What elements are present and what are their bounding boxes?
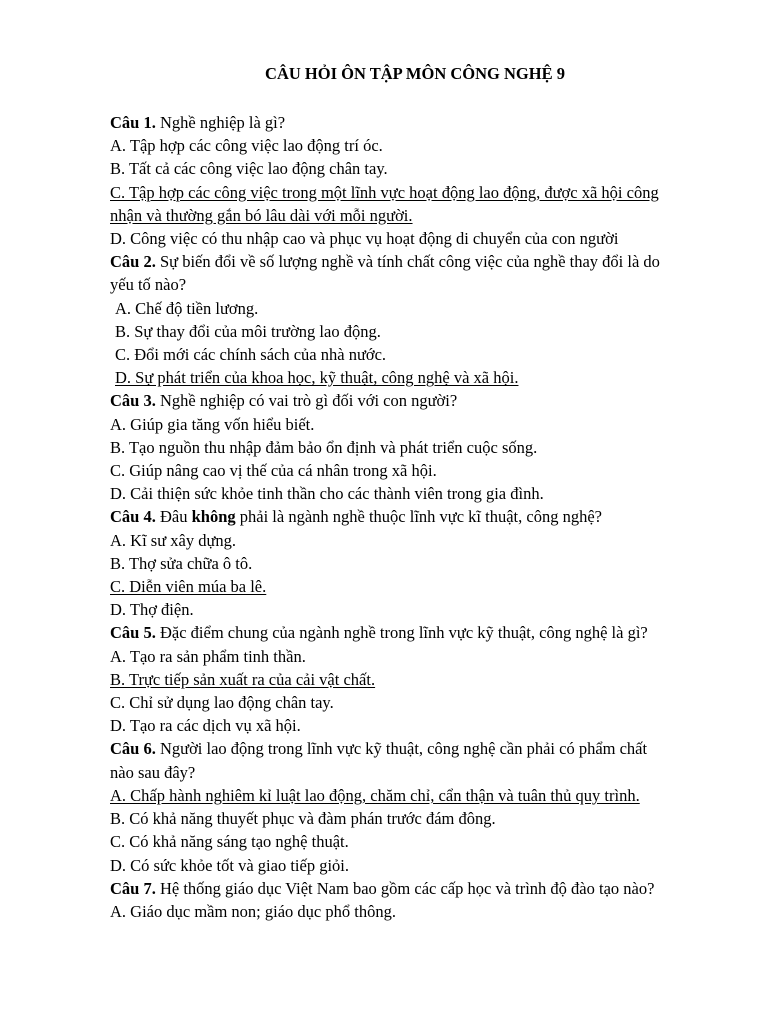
- emphasis-word: không: [191, 507, 236, 527]
- option-b-answer: [110, 668, 720, 691]
- option-b: B. Tất cả các công việc lao động chân tay.: [110, 159, 388, 179]
- question-label: Câu 5.: [110, 623, 156, 643]
- option-c: C. Chỉ sử dụng lao động chân tay.: [110, 693, 334, 713]
- question-label: Câu 7.: [110, 878, 156, 898]
- option-b: B. Tạo nguồn thu nhập đảm bảo ổn định và phát triển cuộc sống.: [110, 437, 538, 457]
- question-text: Sự biến đổi về số lượng nghề và tính chất công việc của nghề thay đổi là do: [155, 252, 660, 272]
- question-text-continued: yếu tố nào?: [110, 275, 187, 295]
- option-a: A. Tạo ra sản phẩm tinh thần.: [110, 646, 306, 666]
- option-d: D. Tạo ra các dịch vụ xã hội.: [110, 716, 301, 736]
- question-label: Câu 4.: [110, 507, 156, 527]
- option-a: A. Giáo dục mầm non; giáo dục phổ thông.: [110, 901, 396, 921]
- question-2: [110, 250, 720, 273]
- option-c: C. Đổi mới các chính sách của nhà nước.: [115, 345, 387, 365]
- option-c: C. Có khả năng sáng tạo nghệ thuật.: [110, 832, 349, 852]
- option-b: B. Thợ sửa chữa ô tô.: [110, 553, 253, 573]
- option-d: D. Thợ điện.: [110, 600, 194, 620]
- question-label: Câu 1.: [110, 113, 156, 132]
- option-d: D. Công việc có thu nhập cao và phục vụ hoạt động di chuyển của con người: [110, 229, 619, 249]
- answer-text: D. Sự phát triển của khoa học, kỹ thuật, công nghệ và xã hội.: [115, 368, 519, 388]
- document-title: CÂU HỎI ÔN TẬP MÔN CÔNG NGHỆ 9: [265, 64, 565, 83]
- question-text: Đặc điểm chung của ngành nghề trong lĩnh vực kỹ thuật, công nghệ là gì?: [155, 623, 648, 643]
- option-a-answer: [110, 784, 720, 807]
- question-text: Nghề nghiệp có vai trò gì đối với con người?: [155, 391, 458, 411]
- option-a: A. Kĩ sư xây dựng.: [110, 530, 237, 550]
- option-c-answer: [110, 575, 720, 598]
- question-text: Đâu: [155, 507, 192, 527]
- question-text-continued: nào sau đây?: [110, 762, 196, 782]
- question-3: [110, 389, 720, 412]
- option-b: B. Có khả năng thuyết phục và đàm phán trước đám đông.: [110, 809, 496, 829]
- answer-text: B. Trực tiếp sản xuất ra của cải vật chất.: [110, 669, 376, 689]
- option-d: D. Có sức khỏe tốt và giao tiếp giỏi.: [110, 855, 349, 875]
- option-a: A. Tập hợp các công việc lao động trí óc.: [110, 136, 383, 156]
- question-text: Hệ thống giáo dục Việt Nam bao gồm các cấp học và trình độ đào tạo nào?: [155, 878, 655, 898]
- option-d: D. Cải thiện sức khỏe tinh thần cho các thành viên trong gia đình.: [110, 484, 544, 504]
- question-6: [110, 737, 720, 760]
- question-text-rest: phải là ngành nghề thuộc lĩnh vực kĩ thuật, công nghệ?: [235, 507, 602, 527]
- question-1: [110, 111, 720, 134]
- question-label: Câu 3.: [110, 391, 156, 411]
- option-a: A. Chế độ tiền lương.: [115, 298, 259, 318]
- question-list: [110, 111, 720, 923]
- answer-text: A. Chấp hành nghiêm kỉ luật lao động, chăm chỉ, cẩn thận và tuân thủ quy trình.: [110, 785, 640, 805]
- question-5: [110, 621, 720, 644]
- option-a: A. Giúp gia tăng vốn hiểu biết.: [110, 414, 315, 434]
- option-b: B. Sự thay đổi của môi trường lao động.: [115, 321, 381, 341]
- option-c: C. Giúp nâng cao vị thế của cá nhân trong xã hội.: [110, 461, 437, 481]
- question-text: Người lao động trong lĩnh vực kỹ thuật, công nghệ cần phải có phẩm chất: [155, 739, 648, 759]
- question-text: Nghề nghiệp là gì?: [155, 113, 286, 132]
- question-7: [110, 877, 720, 900]
- option-c-answer: C. Tập hợp các công việc trong một lĩnh vực hoạt động lao động, được xã hội công: [110, 182, 659, 202]
- option-c-answer-continued: nhận và thường gắn bó lâu dài với mỗi người.: [110, 205, 413, 225]
- answer-text: C. Diễn viên múa ba lê.: [110, 577, 267, 597]
- option-d-answer: [110, 366, 720, 389]
- question-4: [110, 505, 720, 528]
- question-label: Câu 6.: [110, 739, 156, 759]
- question-label: Câu 2.: [110, 252, 156, 272]
